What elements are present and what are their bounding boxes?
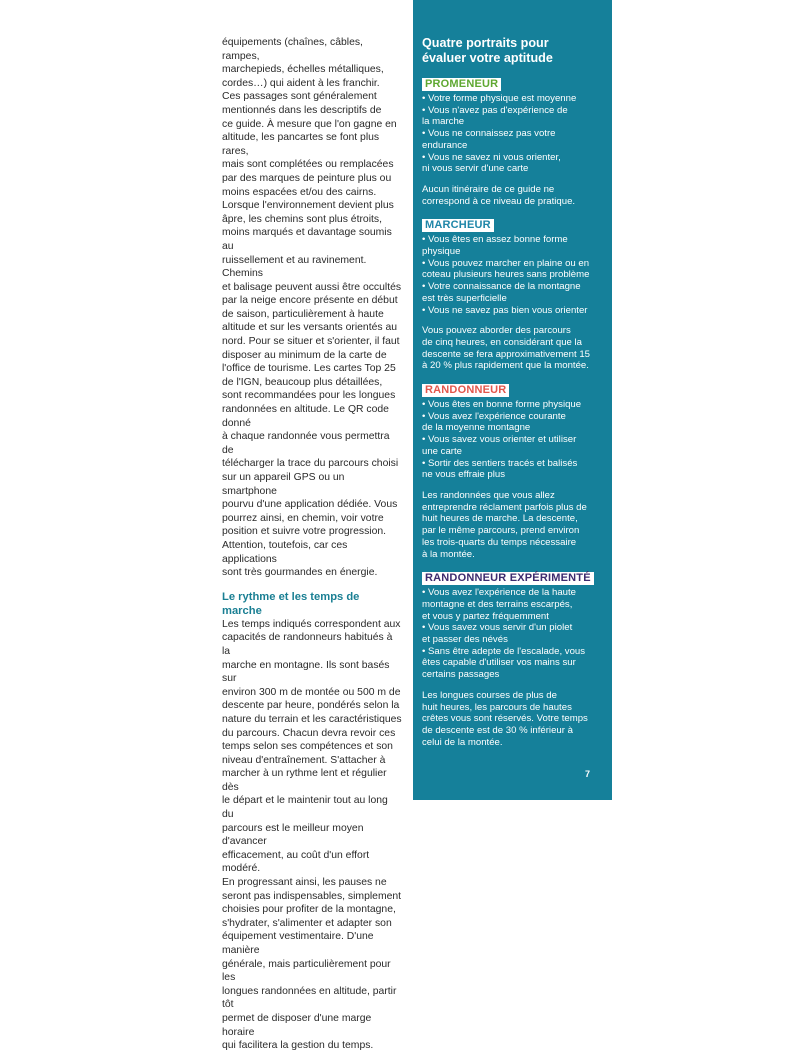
level-criteria-list	[422, 399, 607, 481]
criteria-item: • Sortir des sentiers tracés et balisés ne vous effraie plus	[422, 458, 607, 481]
criteria-item: • Votre connaissance de la montagne est très superficielle	[422, 281, 607, 304]
paragraph-walking-times: Les temps indiqués correspondent aux capacités de randonneurs habitués à la marche en montagne. Ils sont basés sur environ 300 m de montée ou 500 m de descente par heure, pondérés selon la nature du terrain et les caractéristiques du parcours. Chacun devra revoir ces temps selon ses compétences et son niveau d'entraînement. S'attacher à marcher à un rythme lent et régulier dès le départ et le maintenir tout au long du parcours est le meilleur moyen d'avancer efficacement, au coût d'un effort modéré. En progressant ainsi, les pauses ne seront pas indispensables, simplement choisies pour profiter de la montagne, s'hydrater, s'alimenter et adapter son équipement vestimentaire. D'une manière générale, mais particulièrement pour les longues randonnées en altitude, partir tôt permet de disposer d'une marge horaire qui facilitera la gestion du temps.	[222, 618, 402, 1052]
level-criteria-list	[422, 234, 607, 316]
sidebar-title: Quatre portraits pour évaluer votre aptitude	[422, 36, 553, 65]
criteria-item: • Vous avez l'expérience de la haute montagne et des terrains escarpés, et vous y partez fréquemment	[422, 587, 607, 622]
level-note: Vous pouvez aborder des parcours de cinq heures, en considérant que la descente se fera approximativement 15 à 20 % plus rapidement que la montée.	[422, 325, 590, 372]
criteria-item: • Vous êtes en assez bonne forme physique	[422, 234, 607, 257]
criteria-item: • Vous savez vous orienter et utiliser une carte	[422, 434, 607, 457]
aptitude-level	[422, 74, 607, 207]
main-text-column	[222, 36, 402, 1053]
level-badge: PROMENEUR	[422, 78, 501, 91]
aptitude-level	[422, 568, 607, 748]
section-heading-rhythm: Le rythme et les temps de marche	[222, 590, 360, 617]
criteria-item: • Vous pouvez marcher en plaine ou en coteau plusieurs heures sans problème	[422, 258, 607, 281]
level-criteria-list	[422, 93, 607, 175]
criteria-item: • Vous n'avez pas d'expérience de la marche	[422, 105, 607, 128]
level-badge: MARCHEUR	[422, 219, 494, 232]
criteria-item: • Votre forme physique est moyenne	[422, 93, 607, 105]
level-badge: RANDONNEUR	[422, 384, 509, 397]
level-note: Aucun itinéraire de ce guide ne correspond à ce niveau de pratique.	[422, 183, 576, 207]
criteria-item: • Vous savez vous servir d'un piolet et passer des névés	[422, 622, 607, 645]
level-note: Les longues courses de plus de huit heures, les parcours de hautes crêtes vous sont réservés. Votre temps de descente est de 30 % inférieur à celui de la montée.	[422, 689, 588, 748]
aptitude-levels	[422, 74, 607, 748]
page-number: 7	[585, 769, 591, 779]
level-note: Les randonnées que vous allez entreprendre réclament parfois plus de huit heures de marche. La descente, par le même parcours, prend environ les trois-quarts du temps nécessaire à la montée.	[422, 489, 587, 560]
criteria-item: • Vous ne connaissez pas votre endurance	[422, 128, 607, 151]
aptitude-sidebar-content	[422, 36, 607, 748]
aptitude-sidebar	[413, 0, 612, 800]
paragraph-trail-marking: équipements (chaînes, câbles, rampes, marchepieds, échelles métalliques, cordes…) qui aident à les franchir. Ces passages sont généralement mentionnés dans les descriptifs de ce guide. À mesure que l'on gagne en altitude, les pancartes se font plus rares, mais sont complétées ou remplacées par des marques de peinture plus ou moins espacées et/ou des cairns. Lorsque l'environnement devient plus âpre, les chemins sont plus étroits, moins marqués et davantage soumis au ruissellement et au ravinement. Chemins et balisage peuvent aussi être occultés par la neige encore présente en début de saison, particulièrement à haute altitude et sur les versants orientés au nord. Pour se situer et s'orienter, il faut disposer au minimum de la carte de l'office de tourisme. Les cartes Top 25 de l'IGN, beaucoup plus détaillées, sont recommandées pour les longues randonnées en altitude. Le QR code donné à chaque randonnée vous permettra de télécharger la trace du parcours choisi sur un appareil GPS ou un smartphone pourvu d'une application dédiée. Vous pourrez ainsi, en chemin, voir votre position et suivre votre progression. Attention, toutefois, car ces applications sont très gourmandes en énergie.	[222, 37, 402, 579]
aptitude-level	[422, 380, 607, 560]
aptitude-level	[422, 215, 607, 372]
level-badge: RANDONNEUR EXPÉRIMENTÉ	[422, 572, 594, 585]
criteria-item: • Sans être adepte de l'escalade, vous êtes capable d'utiliser vos mains sur certains passages	[422, 646, 607, 681]
criteria-item: • Vous avez l'expérience courante de la moyenne montagne	[422, 411, 607, 434]
level-criteria-list	[422, 587, 607, 681]
criteria-item: • Vous ne savez pas bien vous orienter	[422, 305, 607, 317]
criteria-item: • Vous êtes en bonne forme physique	[422, 399, 607, 411]
criteria-item: • Vous ne savez ni vous orienter, ni vous servir d'une carte	[422, 152, 607, 175]
